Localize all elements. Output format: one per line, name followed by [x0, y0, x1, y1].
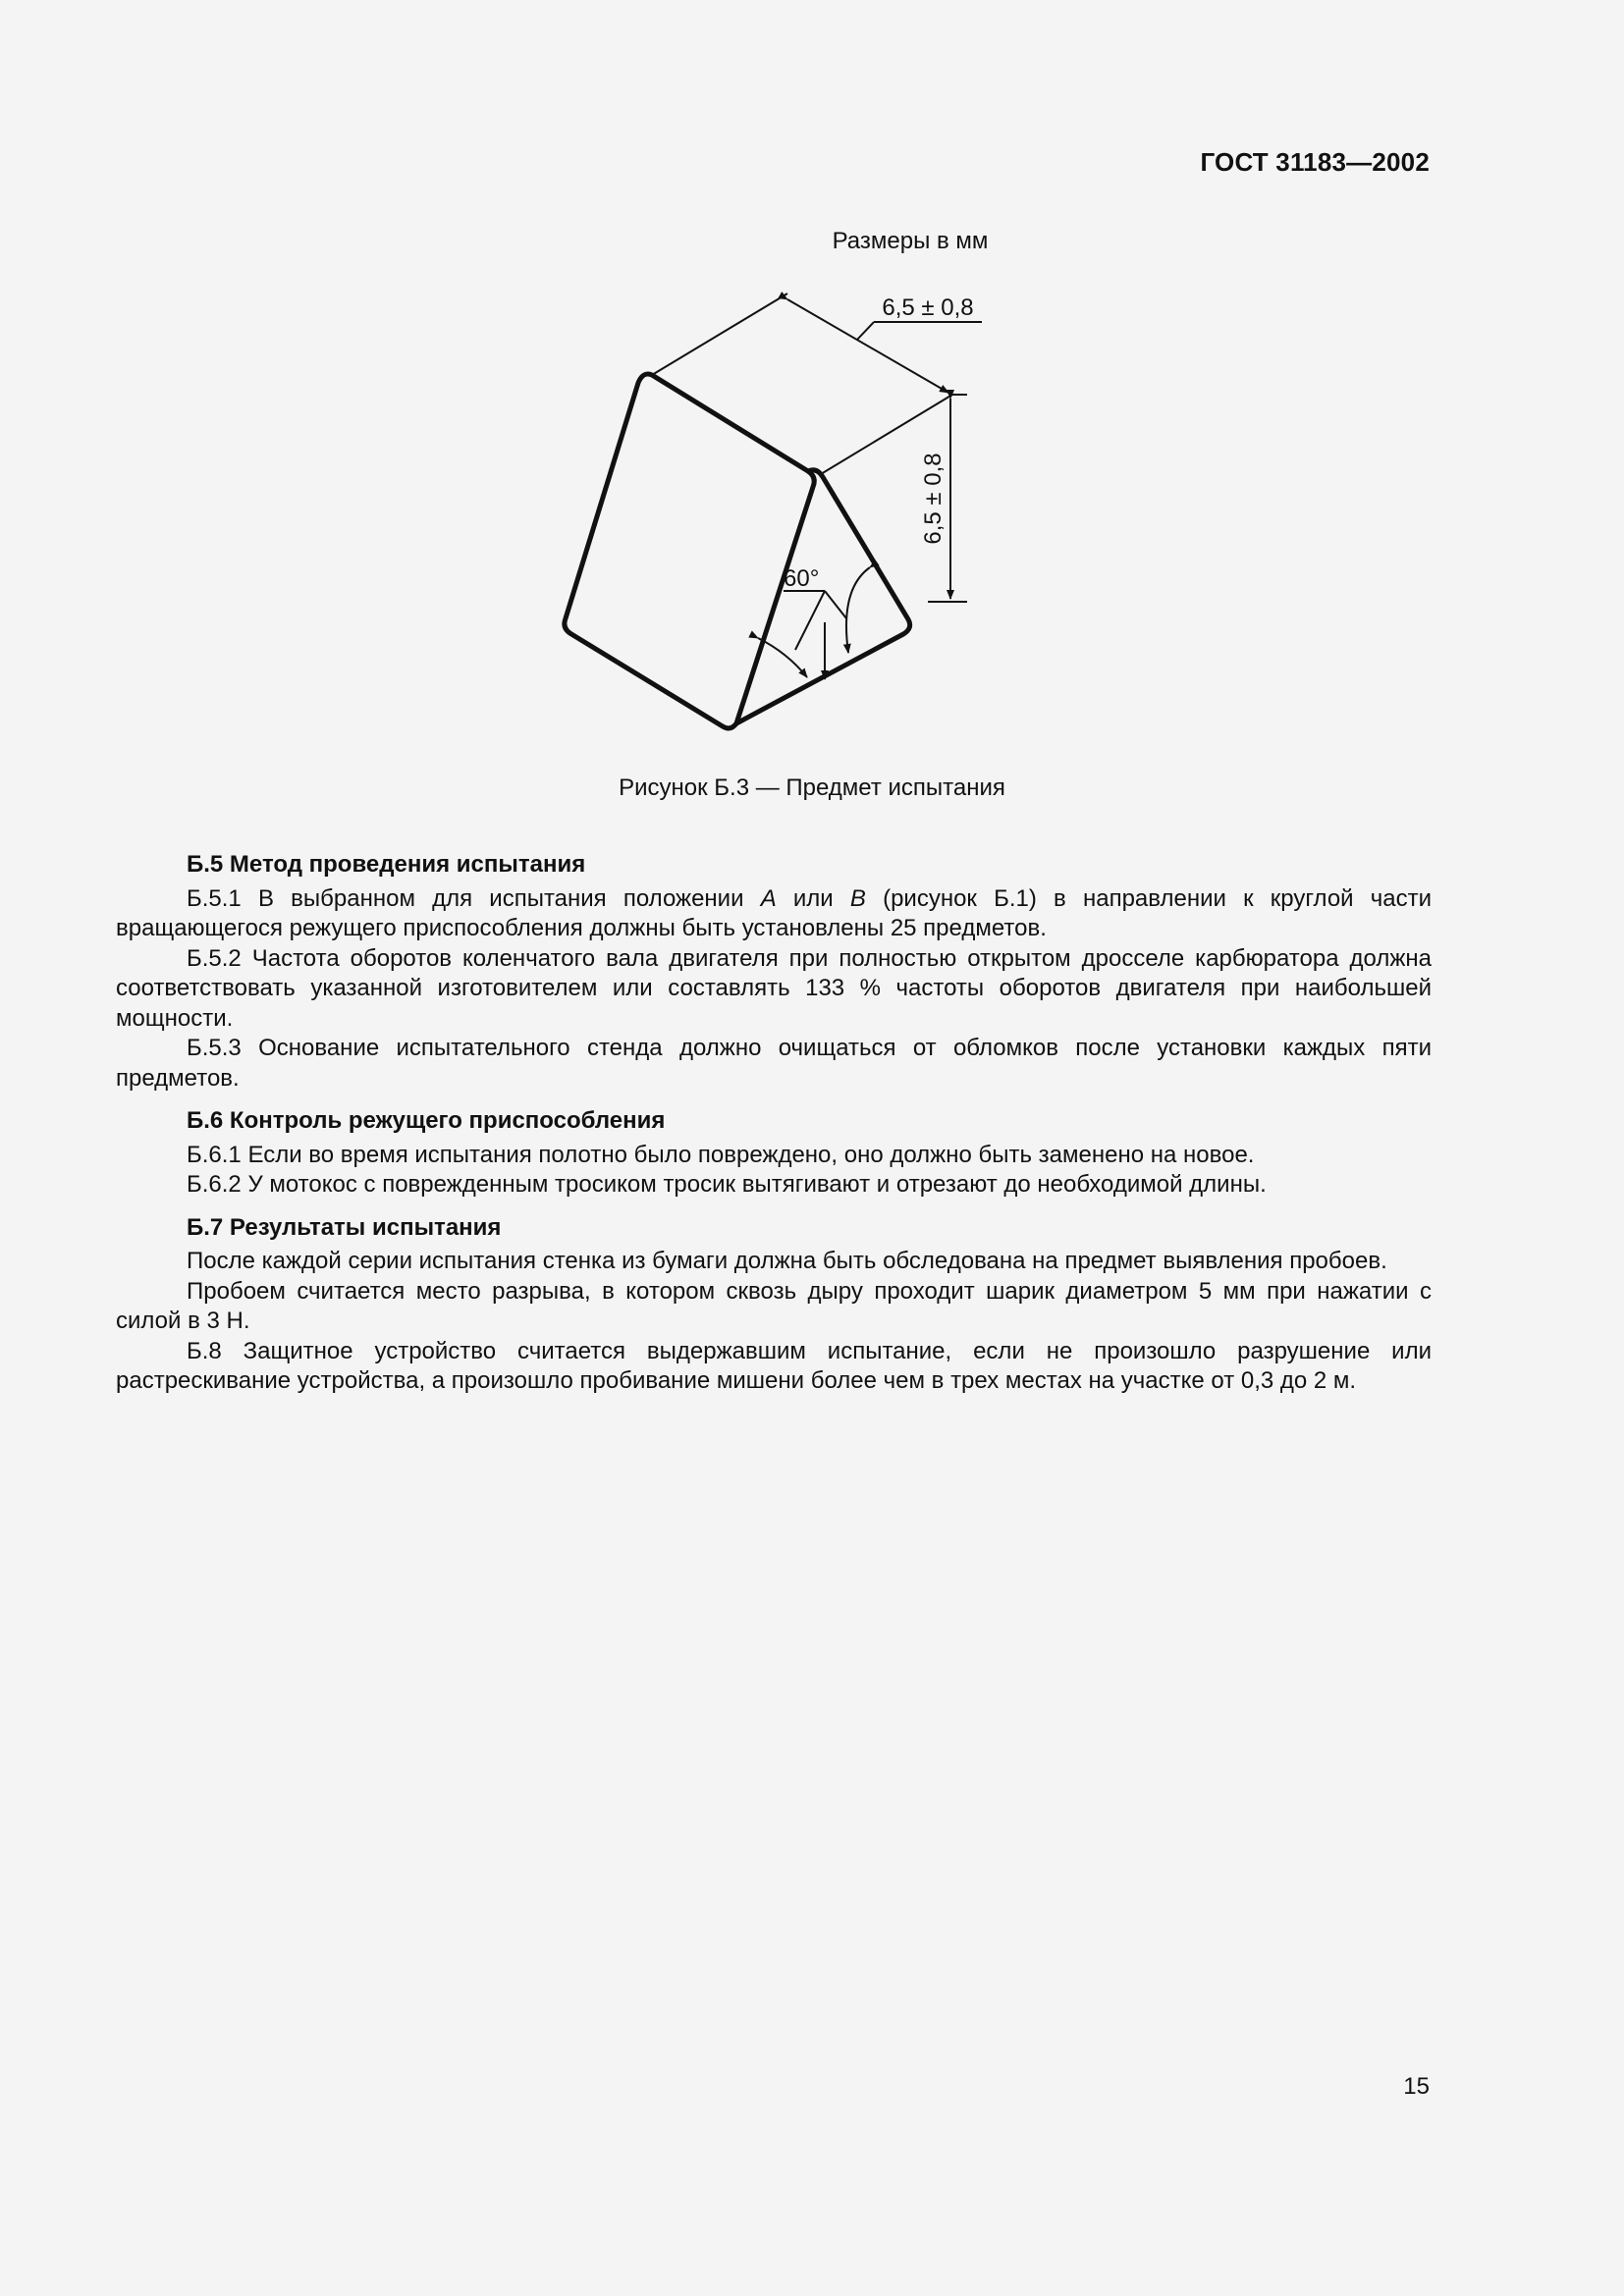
prism-left-face	[565, 374, 814, 728]
top-edge-left	[652, 294, 787, 375]
paragraph-b5-2: Б.5.2 Частота оборотов коленчатого вала двигателя при полностью открытом дросселе карбюратора должна соответствовать указанной изготовителем или составлять 133 % частоты оборотов двигателя при наибольшей мощности.	[116, 944, 1432, 1032]
document-body	[116, 850, 1432, 1397]
position-a: А	[760, 884, 777, 912]
text-run: или	[776, 884, 850, 912]
paragraph-b5-1	[116, 884, 1432, 944]
text-run: Б.5.1 В выбранном для испытания положении	[187, 884, 761, 912]
text-run: (рисунок Б.1) в направлении к круглой части вращающегося режущего приспособления должны быть установлены 25 предметов.	[116, 884, 1433, 941]
standard-number: ГОСТ 31183—2002	[1200, 147, 1430, 177]
paragraph-b6-2: Б.6.2 У мотокос с поврежденным тросиком тросик вытягивают и отрезают до необходимой длины.	[187, 1171, 1267, 1198]
section-b6-title: Б.6 Контроль режущего приспособления	[187, 1107, 666, 1134]
figure-caption: Рисунок Б.3 — Предмет испытания	[619, 774, 1005, 801]
dimensions-note: Размеры в мм	[832, 228, 989, 254]
angle-arc-right	[846, 567, 870, 653]
paragraph-b7-1: После каждой серии испытания стенка из бумаги должна быть обследована на предмет выявления пробоев.	[187, 1248, 1387, 1274]
section-b5-title: Б.5 Метод проведения испытания	[187, 851, 586, 878]
prism-drawing	[530, 275, 1041, 746]
paragraph-b7-2: Пробоем считается место разрыва, в котором сквозь дыру проходит шарик диаметром 5 мм при нажатии с силой в 3 Н.	[116, 1277, 1432, 1334]
width-dimension-label: 6,5 ± 0,8	[882, 294, 974, 321]
paragraph-b6-1: Б.6.1 Если во время испытания полотно было повреждено, оно должно быть заменено на новое.	[187, 1141, 1255, 1168]
paragraph-b8: Б.8 Защитное устройство считается выдержавшим испытание, если не произошло разрушение или растрескивание устройства, а произошло пробивание мишени более чем в трех местах на участке от 0,3 до 2 м.	[116, 1337, 1432, 1394]
height-dimension-label: 6,5 ± 0,8	[920, 453, 947, 545]
section-b7-title: Б.7 Результаты испытания	[187, 1213, 502, 1241]
paragraph-b5-3: Б.5.3 Основание испытательного стенда должно очищаться от обломков после установки каждых пяти предметов.	[116, 1035, 1432, 1092]
page-number: 15	[1403, 2073, 1430, 2100]
angle-label: 60°	[784, 565, 820, 592]
angle-arc-left	[758, 638, 807, 677]
width-leader	[857, 322, 874, 340]
prism-triangle-face	[736, 470, 910, 723]
angle-leader-right	[825, 591, 846, 618]
position-b: В	[849, 884, 866, 912]
test-object-figure	[530, 275, 1041, 746]
angle-leader	[795, 591, 825, 650]
